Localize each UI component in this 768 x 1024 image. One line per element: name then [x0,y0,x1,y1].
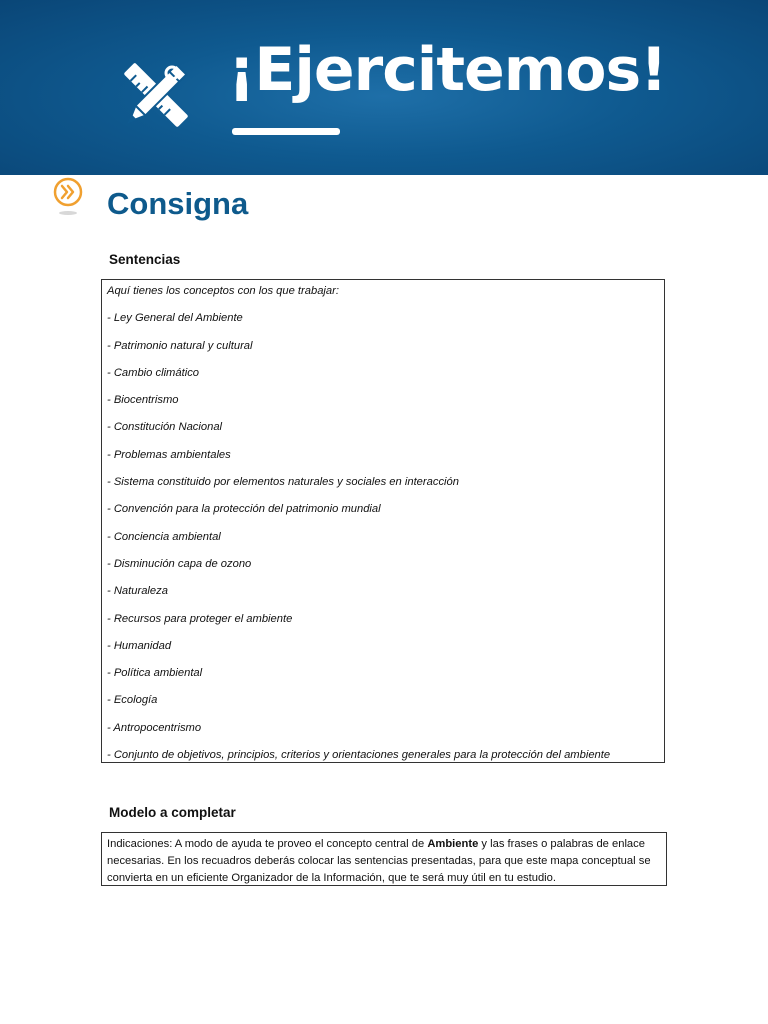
sentencias-heading: Sentencias [109,252,181,267]
concept-item: - Humanidad [107,639,172,652]
concept-item: - Convención para la protección del patrimonio mundial [107,503,381,516]
concept-item: - Naturaleza [107,585,168,598]
concept-item: - Conciencia ambiental [107,530,221,543]
concept-item: - Biocentrismo [107,394,179,407]
instructions-text-rest: y las frases o palabras de enlace necesarias. En los recuadros deberás colocar las sentencias presentadas, para que este mapa conceptual se convierta en un eficiente Organizador de la Información, que te será muy útil en tu estudio. [107,838,651,884]
concepts-box [101,279,665,763]
concept-item: - Recursos para proteger el ambiente [107,612,293,625]
concept-item: - Ley General del Ambiente [107,312,243,325]
concept-item: - Cambio climático [107,366,200,379]
header-banner [0,0,768,175]
concept-item: - Sistema constituido por elementos naturales y sociales en interacción [107,476,459,489]
concept-item: - Constitución Nacional [107,421,223,434]
page-title: Consigna [107,186,249,221]
concepts-intro: Aquí tienes los conceptos con los que trabajar: [107,285,339,297]
banner-title: ¡Ejercitemos! [228,35,667,105]
concept-item: - Conjunto de objetivos, principios, criterios y orientaciones generales para la protección del ambiente [107,749,611,762]
pencil-ruler-icon [120,55,192,135]
concept-item: - Disminución capa de ozono [107,557,252,570]
modelo-heading: Modelo a completar [109,805,236,820]
concept-item: - Antropocentrismo [107,721,202,734]
instructions-text: Indicaciones: A modo de ayuda te proveo el concepto central de [107,838,428,850]
banner-underline [232,128,340,135]
concept-item: - Política ambiental [107,667,203,680]
instructions-bold-term: Ambiente [427,838,479,850]
concept-item: - Ecología [107,694,158,707]
concept-item: - Patrimonio natural y cultural [107,339,253,352]
double-chevron-right-icon [52,176,84,218]
instructions-box [101,832,667,886]
concept-item: - Problemas ambientales [107,448,231,461]
